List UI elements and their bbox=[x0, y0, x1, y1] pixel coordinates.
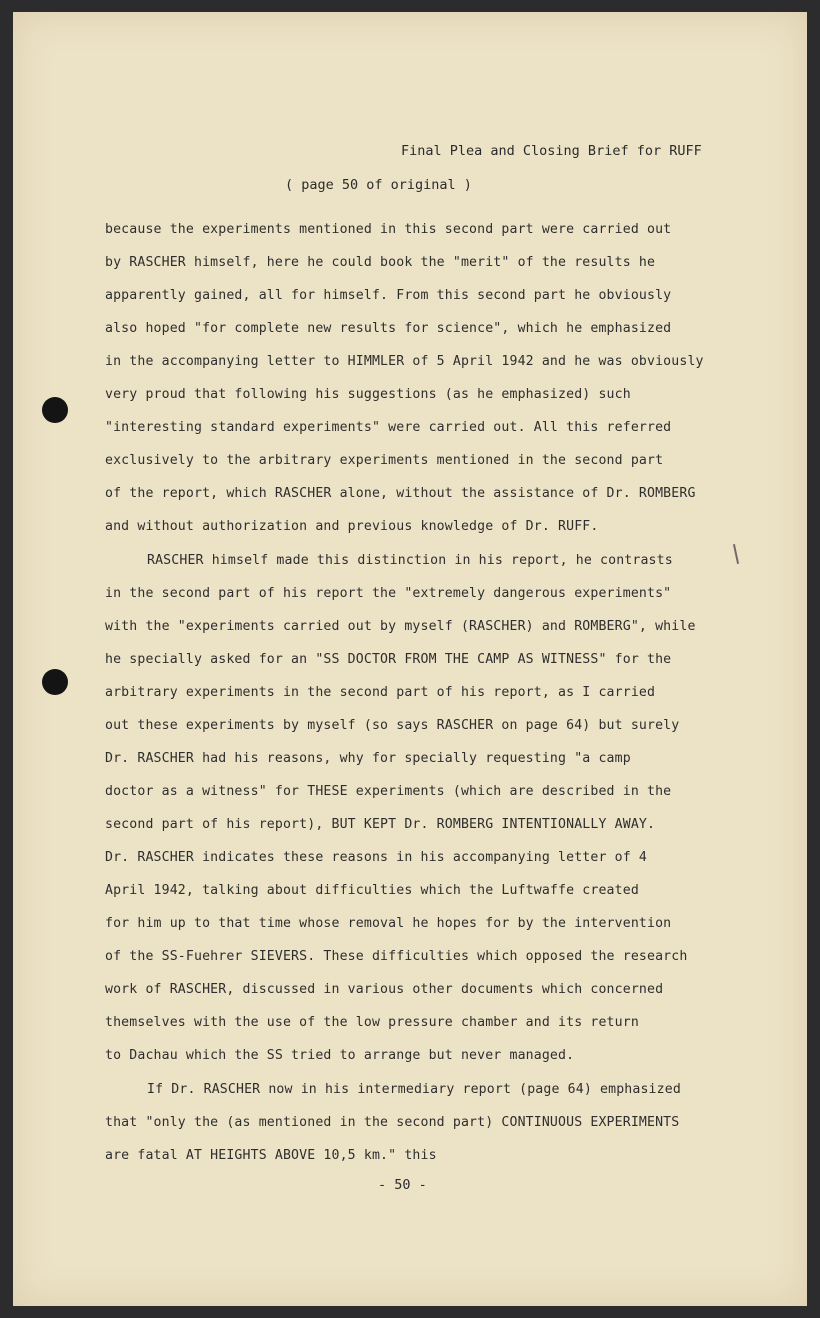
body-line: doctor as a witness" for THESE experiments (which are described in the bbox=[105, 784, 672, 799]
page-number: - 50 - bbox=[378, 1177, 427, 1193]
body-line: "interesting standard experiments" were carried out. All this referred bbox=[105, 420, 672, 435]
body-line: with the "experiments carried out by myself (RASCHER) and ROMBERG", while bbox=[105, 619, 696, 634]
body-line: If Dr. RASCHER now in his intermediary report (page 64) emphasized bbox=[147, 1082, 681, 1097]
body-line: second part of his report), BUT KEPT Dr. ROMBERG INTENTIONALLY AWAY. bbox=[105, 817, 656, 832]
body-line: work of RASCHER, discussed in various other documents which concerned bbox=[105, 982, 664, 997]
body-line: April 1942, talking about difficulties which the Luftwaffe created bbox=[105, 883, 639, 898]
body-line: in the second part of his report the "extremely dangerous experiments" bbox=[105, 586, 672, 601]
body-line: apparently gained, all for himself. From this second part he obviously bbox=[105, 288, 672, 303]
body-line: of the report, which RASCHER alone, without the assistance of Dr. ROMBERG bbox=[105, 486, 696, 501]
body-line: RASCHER himself made this distinction in his report, he contrasts bbox=[147, 553, 673, 568]
body-line: in the accompanying letter to HIMMLER of 5 April 1942 and he was obviously bbox=[105, 354, 704, 369]
body-line: because the experiments mentioned in this second part were carried out bbox=[105, 222, 672, 237]
body-line: Dr. RASCHER indicates these reasons in his accompanying letter of 4 bbox=[105, 850, 647, 865]
punch-hole bbox=[42, 397, 68, 423]
body-line: Dr. RASCHER had his reasons, why for specially requesting "a camp bbox=[105, 751, 631, 766]
body-line: for him up to that time whose removal he hopes for by the intervention bbox=[105, 916, 672, 931]
body-line: arbitrary experiments in the second part of his report, as I carried bbox=[105, 685, 656, 700]
body-line: are fatal AT HEIGHTS ABOVE 10,5 km." this bbox=[105, 1148, 437, 1163]
body-line: and without authorization and previous knowledge of Dr. RUFF. bbox=[105, 519, 599, 534]
body-line: to Dachau which the SS tried to arrange but never managed. bbox=[105, 1048, 575, 1063]
body-line: that "only the (as mentioned in the second part) CONTINUOUS EXPERIMENTS bbox=[105, 1115, 680, 1130]
document-title: Final Plea and Closing Brief for RUFF bbox=[401, 143, 702, 159]
body-line: of the SS-Fuehrer SIEVERS. These difficulties which opposed the research bbox=[105, 949, 688, 964]
body-line: themselves with the use of the low pressure chamber and its return bbox=[105, 1015, 639, 1030]
body-line: by RASCHER himself, here he could book the "merit" of the results he bbox=[105, 255, 656, 270]
original-page-reference: ( page 50 of original ) bbox=[285, 177, 472, 193]
body-line: out these experiments by myself (so says RASCHER on page 64) but surely bbox=[105, 718, 680, 733]
body-line: he specially asked for an "SS DOCTOR FROM THE CAMP AS WITNESS" for the bbox=[105, 652, 672, 667]
body-line: also hoped "for complete new results for science", which he emphasized bbox=[105, 321, 672, 336]
body-line: exclusively to the arbitrary experiments mentioned in the second part bbox=[105, 453, 664, 468]
body-line: very proud that following his suggestions (as he emphasized) such bbox=[105, 387, 631, 402]
punch-hole bbox=[42, 669, 68, 695]
